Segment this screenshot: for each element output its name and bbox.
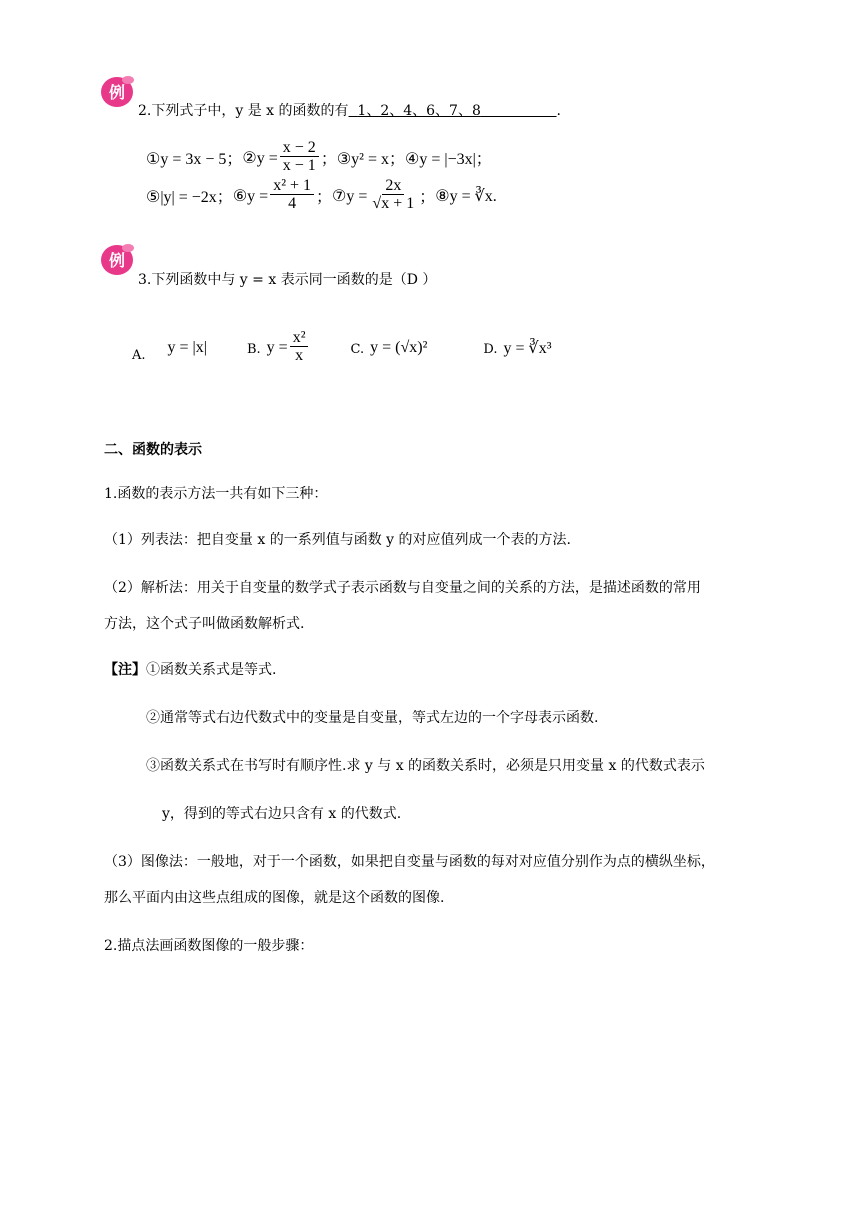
formula-3: ③y² = x；: [336, 151, 405, 168]
example-badge-icon: [100, 242, 136, 276]
note-2: ②通常等式右边代数式中的变量是自变量，等式左边的一个字母表示函数.: [146, 710, 599, 726]
formula-7-fraction: [369, 178, 417, 213]
formula-6-prefix: ⑥y =: [232, 187, 269, 205]
option-a-expr: y = |x|: [167, 338, 207, 356]
paragraph-analytic-method: （2）解析法：用关于自变量的数学式子表示函数与自变量之间的关系的方法，是描述函数的常用: [104, 580, 701, 596]
section-heading: 二、函数的表示: [104, 442, 202, 458]
question-3-options: [132, 330, 652, 365]
option-a-label: A.: [132, 347, 146, 363]
question-2-text: 2.下列式子中，y 是 x 的函数的有: [138, 103, 349, 119]
formula-row-2: [146, 178, 497, 213]
formula-2-sep: ；: [320, 151, 337, 168]
question-2-end: .: [556, 103, 561, 119]
note-3-cont: y，得到的等式右边只含有 x 的代数式.: [162, 806, 402, 822]
note-line-1: [104, 660, 276, 680]
formula-8: ⑧y = ∛x.: [435, 187, 497, 205]
formula-2-fraction: [280, 140, 319, 175]
option-b-numerator: x²: [290, 330, 309, 347]
formula-1: ①y = 3x − 5；: [146, 151, 243, 168]
formula-7-sep: ；: [419, 189, 436, 206]
question-2-answer: 1、2、4、6、7、8: [357, 103, 481, 119]
formula-5: ⑤|y| = −2x；: [146, 189, 233, 206]
formula-7-prefix: ⑦y =: [332, 187, 368, 205]
question-3: 3.下列函数中与 y = x 表示同一函数的是（D ）: [138, 272, 437, 288]
option-d-expr: y = ∛x³: [503, 339, 552, 357]
formula-6-sep: ；: [316, 189, 333, 206]
option-b-denominator: x: [295, 347, 304, 364]
option-d-label: D.: [483, 341, 498, 357]
formula-2-denominator: x − 1: [282, 157, 316, 174]
paragraph-table-method: （1）列表法：把自变量 x 的一系列值与函数 y 的对应值列成一个表的方法.: [104, 532, 571, 548]
paragraph-plotting-steps: 2.描点法画函数图像的一般步骤：: [104, 938, 314, 954]
option-b-fraction: [290, 330, 309, 365]
formula-2-numerator: x − 2: [280, 140, 319, 157]
paragraph-graph-method-cont: 那么平面内由这些点组成的图像，就是这个函数的图像.: [104, 890, 445, 906]
formula-7-denominator: √x + 1: [372, 195, 415, 212]
formula-7-numerator: 2x: [382, 178, 404, 195]
question-2: [138, 101, 561, 121]
option-c-expr: y = (√x)²: [370, 338, 428, 356]
note-label: 【注】: [104, 662, 146, 678]
formula-6-fraction: [270, 178, 314, 213]
formula-6-numerator: x² + 1: [270, 178, 314, 195]
option-b-label: B.: [246, 341, 261, 357]
example-badge-icon: [100, 74, 136, 108]
option-c-label: C.: [350, 341, 365, 357]
formula-row-1: [146, 140, 492, 175]
formula-4: ④y = |−3x|；: [405, 151, 492, 168]
badge-label: 例: [108, 251, 126, 270]
paragraph-graph-method: （3）图像法：一般地，对于一个函数，如果把自变量与函数的每对对应值分别作为点的横纵坐标，: [104, 854, 715, 870]
paragraph-analytic-method-cont: 方法，这个式子叫做函数解析式.: [104, 616, 305, 632]
option-b-expr: [267, 330, 311, 365]
formula-6-denominator: 4: [288, 195, 297, 212]
option-b-prefix: y =: [266, 338, 288, 356]
paragraph-methods: 1.函数的表示方法一共有如下三种：: [104, 486, 328, 502]
note-3: ③函数关系式在书写时有顺序性.求 y 与 x 的函数关系时，必须是只用变量 x 的代数式表示: [146, 758, 705, 774]
note-1: ①函数关系式是等式.: [146, 662, 277, 678]
badge-label: 例: [108, 83, 126, 102]
formula-2-prefix: ②y =: [242, 149, 278, 167]
